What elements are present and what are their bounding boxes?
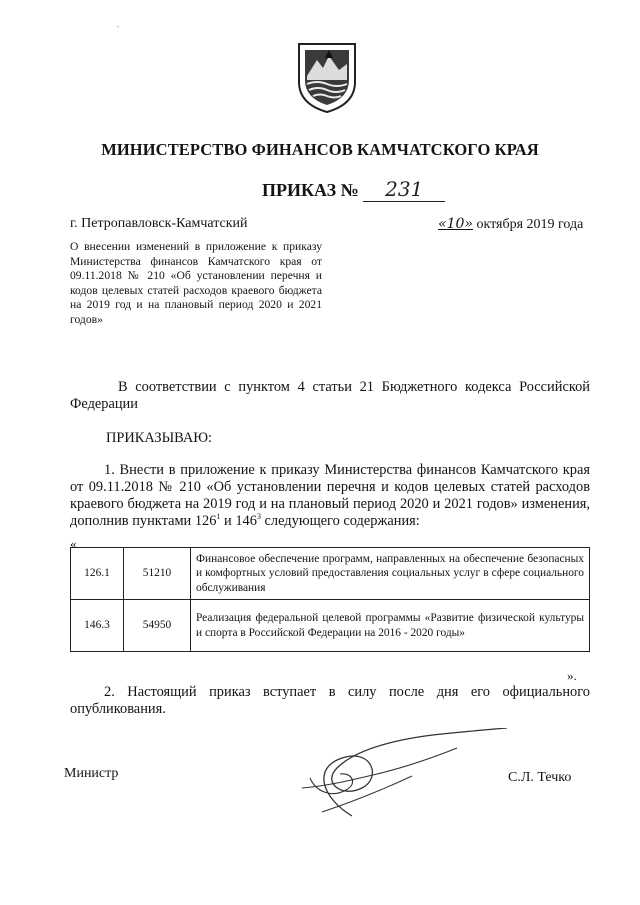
clause-1-text-b: и 146	[220, 513, 257, 529]
order-number: 231	[363, 177, 445, 202]
row-description: Финансовое обеспечение программ, направленных на обеспечение безопасных и комфортных условий предоставления социальных услуг в сфере социального обслуживания	[191, 548, 590, 600]
row-number: 126.1	[71, 548, 124, 600]
kamchatka-emblem-icon	[295, 40, 359, 114]
order-date-day: «10»	[438, 216, 473, 232]
row-description: Реализация федеральной целевой программы «Развитие физической культуры и спорта в Российской Федерации на 2016 - 2020 годы»	[191, 600, 590, 652]
order-date-rest: октября 2019 года	[472, 217, 584, 232]
clause-1-text-c: следующего содержания:	[260, 513, 420, 529]
preamble-paragraph: В соответствии с пунктом 4 статьи 21 Бюджетного кодекса Российской Федерации	[70, 379, 590, 412]
order-title	[262, 177, 445, 202]
scan-speck: ٠	[116, 22, 121, 31]
order-label: ПРИКАЗ №	[262, 180, 359, 200]
clause-1-paragraph	[70, 462, 590, 530]
row-code: 54950	[124, 600, 191, 652]
signer-name: С.Л. Течко	[508, 770, 572, 785]
table-row	[71, 600, 590, 652]
table-close-quote: ».	[567, 668, 577, 683]
order-subject: О внесении изменений в приложение к приказу Министерства финансов Камчатского края от 09.11.2018 № 210 «Об установлении перечня и кодов целевых статей расходов краевого бюджета на 2019 год и на плановый период 2020 и 2021 годов»	[70, 240, 322, 326]
clause-1-sup-1: 1	[216, 512, 221, 522]
clause-2-paragraph: 2. Настоящий приказ вступает в силу после дня его официального опубликования.	[70, 684, 590, 717]
signer-position: Министр	[64, 766, 119, 781]
clause-1-text-a: 1. Внести в приложение к приказу Министерства финансов Камчатского края от 09.11.2018 № 210 «Об установлении перечня и кодов целевых статей расходов краевого бюджета на 2019 год и на плановый период 2020 и 2021 годов» изменения, дополнив пунктами 126	[70, 462, 590, 529]
handwritten-signature	[282, 728, 512, 820]
table-row	[71, 548, 590, 600]
row-number: 146.3	[71, 600, 124, 652]
row-code: 51210	[124, 548, 191, 600]
ministry-name: МИНИСТЕРСТВО ФИНАНСОВ КАМЧАТСКОГО КРАЯ	[101, 140, 539, 159]
order-date	[438, 216, 583, 233]
city: г. Петропавловск-Камчатский	[70, 216, 248, 231]
amendment-table	[70, 547, 590, 652]
table-open-quote: «	[70, 536, 77, 551]
decree-word: ПРИКАЗЫВАЮ:	[106, 430, 213, 446]
clause-1-sup-2: 3	[256, 512, 261, 522]
